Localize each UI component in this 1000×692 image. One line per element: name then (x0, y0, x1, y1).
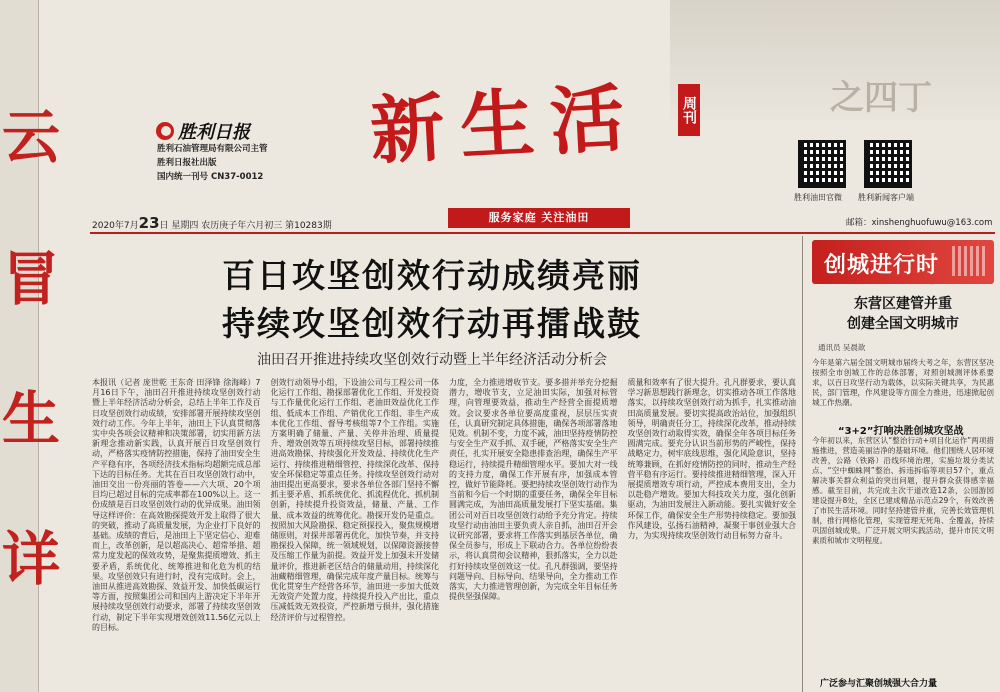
article-column: 力度，全力推进增收节支。要多措并举充分挖掘潜力，增收节支，立足油田实际，加强对标管理，向管理要效益，推动生产经营全面提质增效。会议要求各单位要高度重视，层层压实责任，认真研究制定具体措施，确保各项部署落地见效。机制不变，力度不减，油田坚持疫情防控与安全生产双手抓、双手硬，严格落实安全生产责任，扎实开展安全隐患排查治理，确保生产平稳运行，持续提升精细管理水平。要加大对一线的支持力度，确保工作开展有序，加强成本管控，做好节能降耗。要把持续攻坚创效行动作为当前和今后一个时期的重要任务，确保全年目标圆满完成，为油田高质量发展打下坚实基础。集团公司对百日攻坚创效行动给予充分肯定。持续攻坚行动由油田主要负责人亲自抓，油田召开会议研究部署，要求将工作落实到基层各单位，确保全员参与，形成上下联动合力。各单位纷纷表示，将认真贯彻会议精神，狠抓落实，全力以赴打好持续攻坚创效这一仗。孔凡群强调，要坚持问题导向、目标导向、结果导向，全力推动工作落实，大力推进管理创新，为完成全年目标任务提供坚强保障。 (449, 378, 618, 602)
publisher-logo (156, 118, 250, 144)
article-column: 质量和效率有了很大提升。孔凡群要求，要认真学习新思想践行新理念，切实推动各项工作落地落实，以持续攻坚创效行动为抓手，扎实推动油田高质量发展。要切实提高政治站位，加强组织领导，明确责任分工，持续深化改革，推动持续攻坚创效行动取得实效，确保全年各项目标任务圆满完成。要充分认识当前形势的严峻性，保持战略定力，树牢底线思维，强化风险意识，坚持统筹兼顾，在抓好疫情防控的同时，推动生产经营平稳有序运行。要持续推进精细管理，深入开展提质增效专项行动，严控成本费用支出，全力以赴稳产增效。要加大科技攻关力度，强化创新驱动，为油田发展注入新动能。要扎实做好安全环保工作，确保安全生产形势持续稳定。要加强作风建设，弘扬石油精神，凝聚干事创业强大合力，为实现持续攻坚创效行动目标努力奋斗。 (627, 378, 796, 541)
lead-subheadline: 油田召开推进持续攻坚创效行动暨上半年经济活动分析会 (257, 352, 607, 368)
sidebar-subheading: “3+2”打响决胜创城攻坚战 (838, 426, 964, 437)
masthead-title: 新生活 (368, 74, 643, 175)
weekly-tag: 周刊 (678, 84, 700, 136)
sidebar-title-line: 东营区建管并重 (854, 296, 952, 312)
newspaper-page (30, 0, 1000, 692)
sidebar-body: 今年初以来，东营区认“整治行动+项目化运作”两项措施推进，营造美丽洁净的基础环境。他们围绕人居环境改善，公路（铁路）沿线环境治理，实施垃圾分类试点、“空中蜘蛛网”整治、拆违拆临等项目57个，重点解决事关群众利益的突出问题，提升群众获得感幸福感。截至目前，共完成主次干道改造12条，公园游园建设提升8处，全区已建成精品示范点29个，有效改善了市民生活环境。同时坚持建管并重，完善长效管理机制，推行网格化管理，实现管理无死角、全覆盖，持续巩固创城成果。广泛开展文明实践活动，提升市民文明素质和城市文明程度。 (812, 436, 994, 545)
lead-headline-2: 持续攻坚创效行动再擂战鼓 (222, 304, 642, 343)
sidebar-title (810, 294, 996, 334)
date-suffix: 日 星期四 农历庚子年六月初三 第10283期 (159, 221, 332, 231)
adjacent-glyph: 云 (2, 103, 61, 171)
publisher-line: 胜利日报社出版 (157, 158, 217, 168)
sidebar-author: 通讯员 吴晨歆 (818, 343, 866, 352)
publisher-logo-icon (156, 122, 174, 140)
sidebar-footer-heading: 广泛参与汇聚创城强大合力量 (820, 679, 938, 689)
date-day: 23 (138, 214, 160, 232)
sidebar-banner (812, 240, 994, 284)
adjacent-glyph: 冒 (2, 245, 61, 313)
background-text: 之四丁 (830, 78, 932, 118)
publisher-line: 胜利石油管理局有限公司主管 (157, 144, 268, 154)
city-skyline-icon (952, 246, 988, 276)
sidebar-banner-text: 创城进行时 (824, 252, 940, 278)
date-prefix: 2020年7月 (92, 221, 139, 231)
qr-label: 胜利新闻客户端 (858, 193, 914, 202)
sidebar-title-line: 创建全国文明城市 (847, 316, 959, 332)
lead-headline-1: 百日攻坚创效行动成绩亮丽 (222, 256, 642, 295)
qr-code-icon (798, 140, 846, 188)
publisher-logo-text: 胜利日报 (178, 122, 250, 143)
contact-email: 邮箱：xinshenghuofuwu@163.com (846, 218, 993, 228)
background-page-edge (670, 0, 1000, 120)
slogan-banner: 服务家庭 关注油田 (448, 208, 630, 228)
header-rule (90, 232, 995, 234)
publisher-info (157, 142, 268, 184)
article-column: 创效行动领导小组，下设油公司与工程公司一体化运行工作组、勘探部署优化工作组、开发投资与工作量优化运行工作组、老油田效益优化工作组、低成本工作组、产销优化工作组、非生产成本优化工作组、督导考核组等7个工作组。实施方案明确了储量、产量、关停井治理、质量提升、增效创效等五项持续攻坚目标，部署持续推进高效勘探、持续强化开发效益、持续优化生产运行、持续推进精细管控、持续深化改革、保持安全环保稳定等重点任务。持续攻坚创效行动对油田提出更高要求，要求各单位各部门坚持不懈抓主要矛盾、抓系统优化、抓流程优化、抓机制创新，持续提升投资效益，储量、产量、工作量、成本效益的统筹优化。勘探开发仍是重点。按照加大风险勘探、稳定预探投入，聚焦规模增储原则，对探井部署再优化，加快节奏，并支持勘探投入保障，统一领域规划，以保障资源接替及压缩工作量为前提。效益开发上加强未开发储量评价，推进新老区结合的储量动用，持续深化油藏精细管理，确保完成年度产量目标。统筹与优化贯穿生产经营各环节，油田进一步加大低效无效资产处置力度，持续提升投入产出比，重点压减低效无效投资，严控新增亏损井，强化措施经济评价与过程管控。 (270, 378, 439, 622)
lead-article-body (92, 378, 796, 692)
qr-code-icon (864, 140, 912, 188)
qr-label: 胜利油田官微 (794, 193, 842, 202)
column-divider (802, 236, 803, 692)
article-column: 本报讯（记者 庞世乾 王东奇 田泽锋 徐海峰）7月16日下午，油田召开推进持续攻坚创效行动暨上半年经济活动分析会，总结上半年工作及百日攻坚创效行动成绩，安排部署开展持续攻坚创效行动工作。今年上半年，油田上下认真贯彻落实中央各项会议精神和决策部署，切实用新方法新理念推动新实践，认真开展百日攻坚创效行动，严格落实疫情防控措施，保持了油田安全生产平稳有序，各项经济技术指标均超额完成总部下达的目标任务。尤其在百日攻坚创效行动中，油田交出一份亮丽的答卷——六大项、20个项目均已超过目标的完成率都在100%以上。这一份成绩是百日攻坚创效行动的优异成果。油田领导这样评价：在高效勘探提效开发上取得了很大的突破，推动了高质量发展，为企业打下良好的基础。成绩的背后，是油田上下坚定信心、迎难而上，改革创新，是以超高决心、超常举措、超常力度发起的保效攻势，是聚焦提质增效、抓主要矛盾，系统优化、统筹推进和化危为机的结果。攻坚创效只有进行时，没有完成时。会上，油田从推进高效勘探、效益开发、加快低碳运行等方面，按照集团公司和国内上游决定下半年开展持续攻坚创效行动要求，部署了持续攻坚创效行动，制定下半年实现增效创效11.56亿元以上的目标。 (92, 378, 261, 632)
dateline (92, 214, 332, 232)
sidebar-article (810, 236, 996, 692)
adjacent-page-strip (0, 0, 61, 692)
adjacent-glyph: 生 (2, 385, 61, 453)
publisher-line: 国内统一刊号 CN37-0012 (157, 172, 264, 182)
sidebar-intro: 今年是第六届全国文明城市届终大考之年，东营区坚决按照全市创城工作的总体部署，对照创城测评体系要求，以百日攻坚行动为载体，以实际关键共享，为民惠民，部门管理，作风建设等方面全力推进，迅速掀起创城工作热潮。 (812, 358, 994, 407)
adjacent-glyph: 详 (2, 525, 61, 593)
